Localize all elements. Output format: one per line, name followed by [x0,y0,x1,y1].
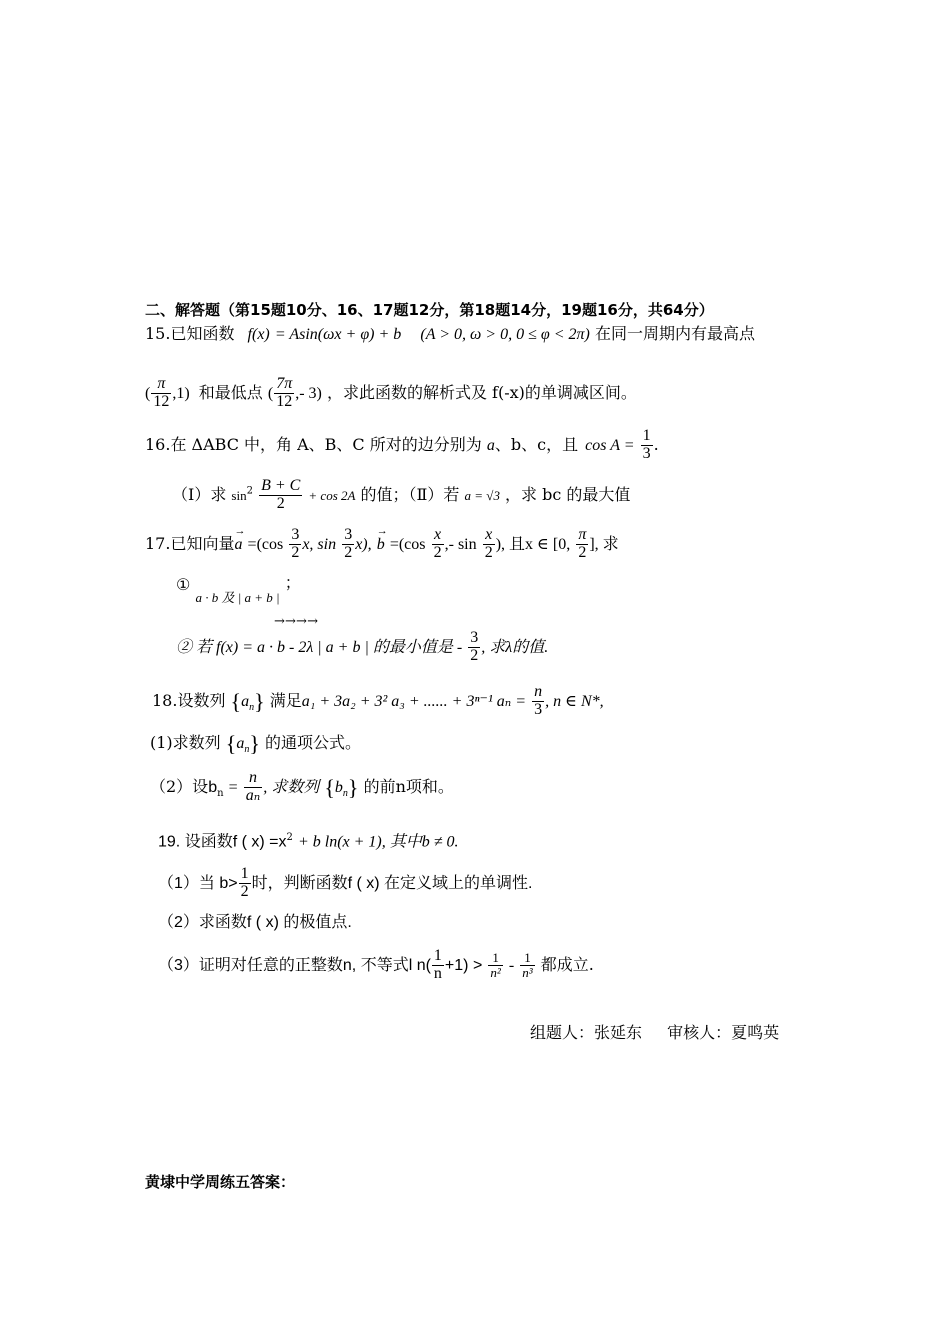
q16-bc-fraction: $\frac{B + C}{2}$ [261,477,301,512]
q18-line1: 18.设数列 $\{a_n\}$ 满足a₁ + 3a₂ + 3² a₃ + ...... + 3ⁿ⁻¹ aₙ = $\frac{n}{3}$ , n ∈ N*, [152,683,604,718]
q18-b-sub: n [217,787,224,799]
q18-mid: 满足 [269,690,302,710]
q15-high-point-y: ,1) [172,384,190,402]
q16-part1: （Ⅰ）求 [172,484,227,504]
q17-part2-end: , 求λ的值. [481,638,549,656]
q18-part2: （2）设$b_n$ = $\frac{n}{\text{aₙ}}$ , 求数列 $\{b_n\}$ 的前n项和。 [150,769,454,804]
q16-line1 [145,428,659,463]
q19-part1-fraction: $\frac{1}{2}$ [240,865,249,900]
q16-side-a: a [486,436,495,454]
q15-high-point-fraction: $\frac{\pi}{12}$ [153,375,170,410]
q19-part1-text: （1）当 b> [158,874,238,892]
q18-part1-sub: n [244,744,250,756]
q17-frac2: $\frac{3}{2}$ [344,526,353,561]
q16-cos-lhs: cos A = [585,436,635,454]
q18-part2-text: （2）设 [150,776,209,796]
q15-mid-text: 和最低点 [198,382,263,402]
q17-domain: ), 且x ∈ [0, [495,535,571,553]
q17-frac5: $\frac{\pi}{2}$ [578,526,587,561]
q15-low-point-y: ,- 3) [295,384,322,402]
q17-neg-sin: ,- sin [444,535,477,553]
q17-eq1: =(cos [247,535,284,553]
q17-part2-fraction: $\frac{3}{2}$ [470,629,479,664]
q16-line2 [172,478,630,513]
q19-rest: + b ln(x + 1), 其中b ≠ 0. [297,833,459,851]
section-heading: 二、解答题（第15题10分、16、17题12分，第18题14分，19题16分，共64分） [145,301,714,319]
q17-part1-expr: a · b 及 | a + b | [195,590,280,605]
q17-part1-marker: ① [176,575,191,594]
q16-a-eq: a = √3 [464,487,500,503]
q19-part3-frac1: $\frac{1}{n}$ [433,947,442,982]
q15-func-lhs: f(x) [247,326,270,343]
q17-vector-b: → b [377,537,385,553]
q18-rhs-fraction: $\frac{n}{3}$ [534,683,543,718]
q15-func-rhs: = Asin(ωx + φ) + b [274,326,402,343]
q15-line1 [145,326,755,343]
q18-sub-n: n [249,701,255,713]
q17-frac1: $\frac{3}{2}$ [291,526,300,561]
q16-cos2a: + cos 2A [308,487,356,503]
q18-part2-b-sub: n [342,787,348,799]
q19-exponent: 2 [286,832,293,843]
q19-part1-end: 时，判断函数f ( x) 在定义域上的单调性. [251,874,533,892]
q17-arrows: → → → → [274,614,316,629]
q15-low-point-fraction: $\frac{7\pi}{12}$ [276,375,293,410]
q18-number: 18.设数列 [152,690,226,710]
q17-line1 [145,527,619,562]
q17-x-sin: x, sin [302,535,337,553]
q16-period: . [653,434,659,454]
q15-condition: (A > 0, ω > 0, 0 ≤ φ < 2π) [420,326,590,343]
q15-line2: ( $\frac{\pi}{12}$ ,1) 和最低点 ( $\frac{7\pi}{12}$ ,- 3) ，求此函数的解析式及 f(-x)的单调减区间。 [145,375,637,410]
q18-rhs-end: , n ∈ N*, [545,692,604,710]
q17-frac4: $\frac{x}{2}$ [484,526,493,561]
q19-part3-text: （3）证明对任意的正整数n, 不等式l n( [158,956,431,974]
q19-part2: （2）求函数f ( x) 的极值点. [158,914,352,931]
q18-part1-a: a [236,735,245,752]
q19-part3-mid: +1) > [444,956,483,974]
q19-fx: f ( x) =x [232,833,287,851]
q16-number: 16.在 ΔABC 中，角 A、B、C 所对的边分别为 [145,434,482,454]
q19-number: 19. 设函数 [158,833,233,851]
answer-heading: 黄埭中学周练五答案： [145,1173,296,1191]
q17-x-close: x), [355,535,372,553]
q19-line1 [158,833,459,850]
q19-part3-end: 都成立. [540,954,594,974]
q16-mid-text: 、b、c，且 [494,434,579,454]
q19-part3-minus: - [508,956,515,974]
q18-part1: (1)求数列 $\{a_n\}$ 的通项公式。 [150,731,361,756]
q16-cos-fraction: $\frac{1}{3}$ [642,427,651,462]
q18-part2-end: 的前n项和。 [363,776,454,796]
q17-number: 17.已知向量 [145,533,235,553]
credits [530,1025,779,1041]
q17-part2-text: ② 若 f(x) = a · b - 2λ | a + b | 的最小值是 - [176,638,463,656]
credits-reviewer: 审核人：夏鸣英 [667,1023,780,1042]
q17-part2 [176,630,548,665]
q17-part1-end: ； [284,573,301,592]
q18-series: a₁ + 3a₂ + 3² a₃ + ...... + 3ⁿ⁻¹ aₙ = [301,692,527,710]
q16-part2-end: ，求 bc 的最大值 [505,484,631,504]
q18-part1-end: 的通项公式。 [264,733,361,752]
q15-text2: ，求此函数的解析式及 f(-x)的单调减区间。 [326,382,637,402]
q19-part1 [158,866,532,901]
credits-setter: 组题人：张延东 [530,1023,643,1042]
q17-qiu: ], 求 [589,535,619,553]
q18-eq: = [228,778,238,796]
q18-part2-b: b [334,778,343,796]
q18-part1-text: (1)求数列 [150,733,221,752]
q19-part3 [158,948,594,983]
q19-part3-frac2: $\frac{1}{\text{n²}}$ [490,950,501,980]
q16-part1-end: 的值；（Ⅱ）若 [360,484,460,504]
q17-eq2: =(cos [389,535,426,553]
q18-bn-fraction: $\frac{n}{\text{aₙ}}$ [245,769,261,804]
q17-vector-a: → a [234,537,242,553]
q16-sin: sin [231,487,247,503]
q15-text1: 在同一周期内有最高点 [594,324,755,343]
q17-frac3: $\frac{x}{2}$ [433,526,442,561]
q18-b: b [208,778,218,796]
q18-part2-mid: , 求数列 [263,778,320,796]
q19-part3-frac3: $\frac{1}{\text{n³}}$ [522,950,533,980]
q18-sequence-a: a [241,692,250,710]
q15-number: 15.已知函数 [145,324,235,343]
q16-sin-exponent: 2 [246,485,253,497]
